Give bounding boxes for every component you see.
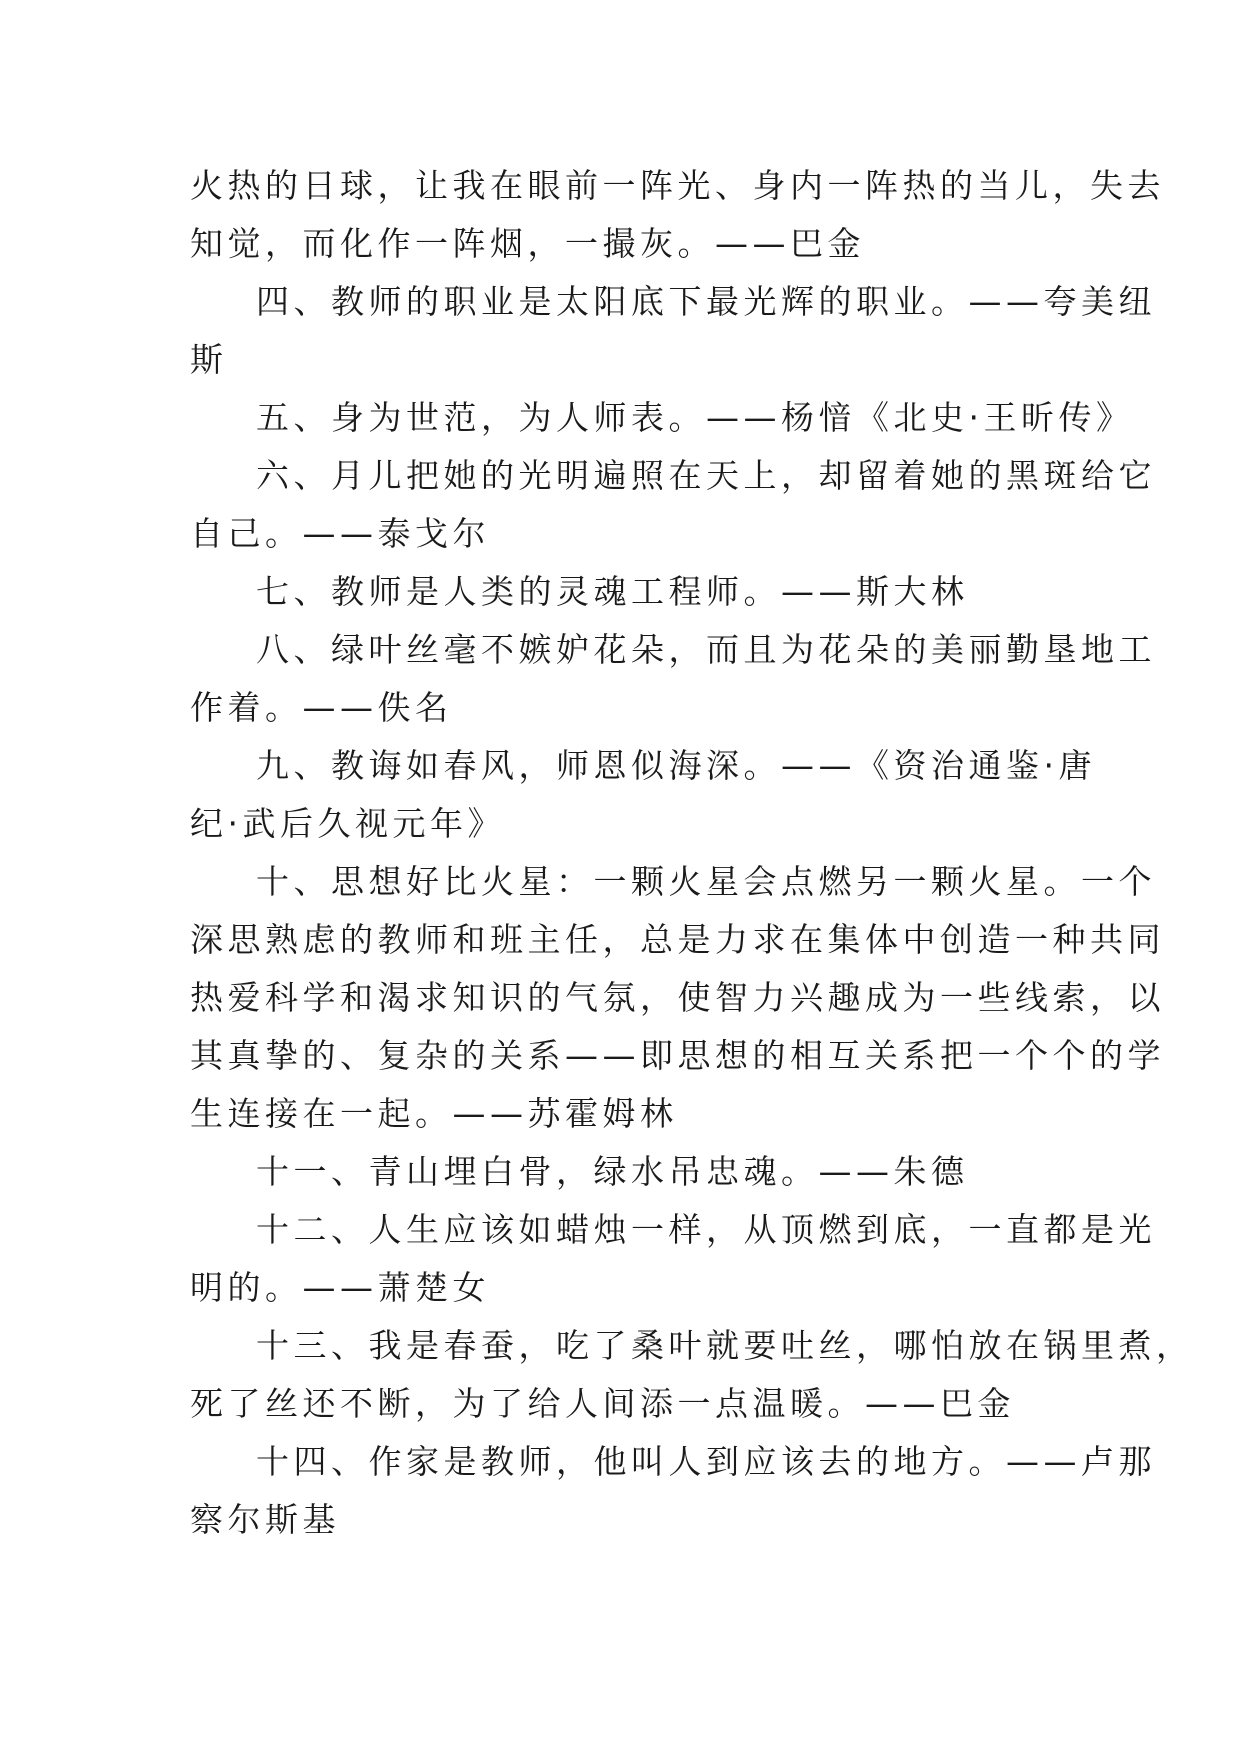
text-line: 明的。——萧楚女 bbox=[190, 1268, 490, 1307]
text-line: 热爱科学和渴求知识的气氛，使智力兴趣成为一些线索，以 bbox=[190, 978, 1165, 1017]
paragraph-8 bbox=[190, 853, 1165, 1143]
text-line: 十二、人生应该如蜡烛一样，从顶燃到底，一直都是光 bbox=[256, 1210, 1156, 1249]
text-line: 十、思想好比火星：一颗火星会点燃另一颗火星。一个 bbox=[256, 862, 1156, 901]
text-line: 斯 bbox=[190, 340, 228, 379]
paragraph-6 bbox=[190, 621, 1156, 737]
text-line: 火热的日球，让我在眼前一阵光、身内一阵热的当儿，失去 bbox=[190, 166, 1165, 205]
text-line: 七、教师是人类的灵魂工程师。——斯大林 bbox=[256, 572, 969, 611]
text-line: 知觉，而化作一阵烟，一撮灰。——巴金 bbox=[190, 224, 865, 263]
text-line: 十三、我是春蚕，吃了桑叶就要吐丝，哪怕放在锅里煮， bbox=[256, 1326, 1194, 1365]
text-line: 作着。——佚名 bbox=[190, 688, 453, 727]
paragraph-4 bbox=[190, 447, 1156, 563]
paragraph-11 bbox=[190, 1317, 1194, 1433]
text-line: 深思熟虑的教师和班主任，总是力求在集体中创造一种共同 bbox=[190, 920, 1165, 959]
paragraph-10 bbox=[190, 1201, 1156, 1317]
text-line: 八、绿叶丝毫不嫉妒花朵，而且为花朵的美丽勤垦地工 bbox=[256, 630, 1156, 669]
text-line: 六、月儿把她的光明遍照在天上，却留着她的黑斑给它 bbox=[256, 456, 1156, 495]
text-line: 十一、青山埋白骨，绿水吊忠魂。——朱德 bbox=[256, 1152, 969, 1191]
paragraph-7 bbox=[190, 737, 1096, 853]
text-line: 纪·武后久视元年》 bbox=[190, 804, 505, 843]
document-body bbox=[190, 157, 1194, 1549]
paragraph-3 bbox=[190, 389, 1134, 447]
text-line: 九、教诲如春风，师恩似海深。——《资治通鉴·唐 bbox=[256, 746, 1096, 785]
text-line: 察尔斯基 bbox=[190, 1500, 340, 1539]
paragraph-9 bbox=[190, 1143, 1050, 1201]
paragraph-1 bbox=[190, 157, 1165, 273]
text-line: 四、教师的职业是太阳底下最光辉的职业。——夸美纽 bbox=[256, 282, 1156, 321]
text-line: 自己。——泰戈尔 bbox=[190, 514, 490, 553]
paragraph-2 bbox=[190, 273, 1156, 389]
text-line: 五、身为世范，为人师表。——杨愔《北史·王昕传》 bbox=[256, 398, 1134, 437]
text-line: 生连接在一起。——苏霍姆林 bbox=[190, 1094, 678, 1133]
text-line: 死了丝还不断，为了给人间添一点温暖。——巴金 bbox=[190, 1384, 1015, 1423]
paragraph-5 bbox=[190, 563, 1050, 621]
text-line: 十四、作家是教师，他叫人到应该去的地方。——卢那 bbox=[256, 1442, 1156, 1481]
paragraph-12 bbox=[190, 1433, 1156, 1549]
text-line: 其真挚的、复杂的关系——即思想的相互关系把一个个的学 bbox=[190, 1036, 1165, 1075]
